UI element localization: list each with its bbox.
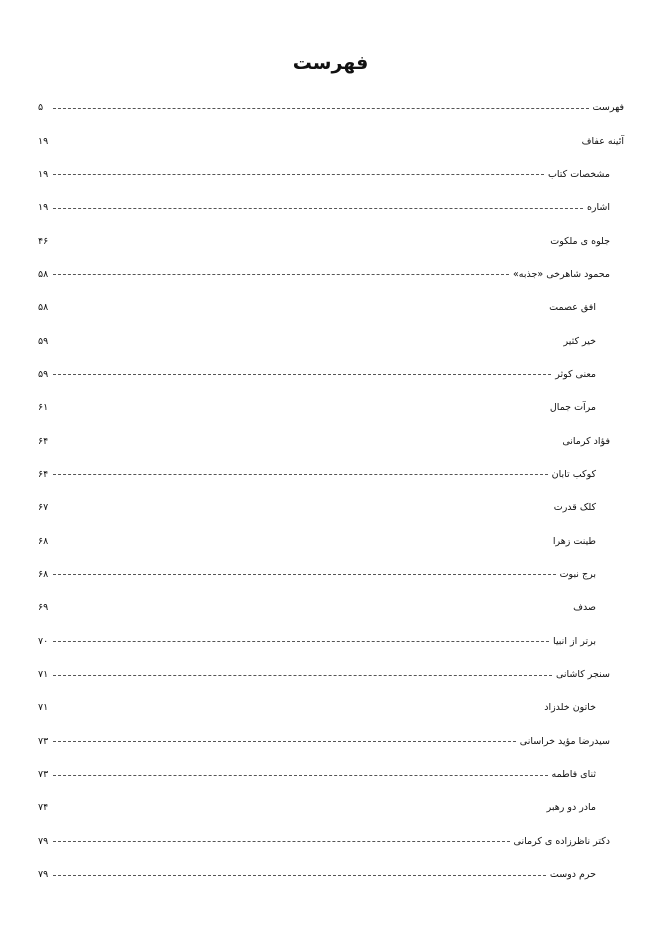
toc-page-number: ۷۹ (38, 869, 49, 881)
toc-entry-label: سیدرضا مؤید خراسانی (519, 735, 610, 747)
toc-entry-label: معنی کوثر (555, 368, 596, 380)
toc-page-number: ۱۹ (38, 135, 49, 147)
toc-leader-dots (53, 574, 556, 575)
toc-entry[interactable] (38, 591, 624, 624)
toc-entry-label: سنجر کاشانی (555, 669, 610, 681)
toc-leader-dots (53, 474, 548, 475)
toc-leader-dots (53, 841, 510, 842)
toc-page-number: ۷۱ (38, 702, 49, 714)
toc-page-number: ۷۳ (38, 735, 49, 747)
toc-entry[interactable] (38, 391, 624, 424)
toc-page-number: ۶۴ (38, 468, 49, 480)
toc-page-number: ۷۰ (38, 635, 49, 647)
toc-leader-dots (53, 374, 551, 375)
toc-entry-label: محمود شاهرخی «جذبه» (512, 268, 610, 280)
toc-page-number: ۵۹ (38, 335, 49, 347)
toc-entry-label: طینت زهرا (552, 535, 596, 547)
toc-page-number: ۶۹ (38, 602, 49, 614)
toc-entry-label: آئینه عفاف (581, 135, 624, 147)
toc-entry[interactable] (38, 758, 624, 791)
toc-entry-label: اشاره (586, 202, 610, 214)
toc-entry[interactable] (38, 725, 624, 758)
toc-leader-dots (53, 741, 516, 742)
toc-entry-label: ثنای فاطمه (551, 769, 596, 781)
toc-entry[interactable] (38, 124, 624, 157)
toc-entry[interactable] (38, 691, 624, 724)
toc-leader-dots (53, 675, 552, 676)
toc-entry-label: صدف (573, 602, 596, 614)
toc-entry-label: مشخصات کتاب (547, 168, 610, 180)
toc-leader-dots (53, 174, 544, 175)
toc-entry[interactable] (38, 858, 624, 891)
toc-entry-label: کوکب تابان (551, 468, 596, 480)
toc-entry-label: برتر از انبیا (553, 635, 596, 647)
toc-entry-label: فهرست (592, 102, 624, 114)
toc-entry-label: دکتر ناظرزاده ی کرمانی (513, 835, 610, 847)
toc-entry[interactable] (38, 791, 624, 824)
toc-page-number: ۶۴ (38, 435, 49, 447)
toc-entry[interactable] (38, 458, 624, 491)
toc-entry[interactable] (38, 491, 624, 524)
toc-leader-dots (53, 641, 549, 642)
toc-entry-label: حرم دوست (549, 869, 596, 881)
toc-entry[interactable] (38, 358, 624, 391)
toc-entry[interactable] (38, 91, 624, 124)
toc-page-number: ۶۸ (38, 568, 49, 580)
toc-entry[interactable] (38, 158, 624, 191)
toc-page-number: ۷۱ (38, 669, 49, 681)
toc-leader-dots (53, 208, 583, 209)
toc-entry[interactable] (38, 258, 624, 291)
toc-entry[interactable] (38, 625, 624, 658)
toc-page-number: ۴۶ (38, 235, 49, 247)
toc-entry-label: برج نبوت (559, 568, 596, 580)
toc-entry-label: افق عصمت (549, 302, 596, 314)
toc-entry[interactable] (38, 524, 624, 557)
table-of-contents (38, 91, 624, 891)
toc-entry[interactable] (38, 291, 624, 324)
toc-entry-label: مرآت جمال (549, 402, 596, 414)
toc-page-number: ۵ (38, 102, 44, 114)
toc-leader-dots (53, 775, 548, 776)
toc-page-number: ۵۹ (38, 368, 49, 380)
toc-leader-dots (53, 875, 546, 876)
toc-page-number: ۵۸ (38, 302, 49, 314)
toc-page-number: ۷۹ (38, 835, 49, 847)
toc-entry[interactable] (38, 191, 624, 224)
toc-entry-label: کلک قدرت (553, 502, 596, 514)
toc-page-number: ۷۴ (38, 802, 49, 814)
toc-leader-dots (53, 108, 589, 109)
toc-entry[interactable] (38, 324, 624, 357)
toc-entry-label: فؤاد کرمانی (562, 435, 610, 447)
toc-entry[interactable] (38, 825, 624, 858)
toc-entry-label: جلوه ی ملکوت (550, 235, 610, 247)
page-title: فهرست (292, 52, 369, 74)
toc-entry-label: خاتون خلدزاد (544, 702, 596, 714)
toc-leader-dots (53, 274, 509, 275)
toc-page-number: ۷۳ (38, 769, 49, 781)
toc-entry[interactable] (38, 558, 624, 591)
toc-page-number: ۱۹ (38, 168, 49, 180)
toc-page-number: ۶۱ (38, 402, 49, 414)
toc-page-number: ۶۷ (38, 502, 49, 514)
toc-entry[interactable] (38, 424, 624, 457)
toc-page-number: ۱۹ (38, 202, 49, 214)
toc-page-number: ۶۸ (38, 535, 49, 547)
toc-entry[interactable] (38, 224, 624, 257)
toc-entry[interactable] (38, 658, 624, 691)
toc-entry-label: خیر کثیر (563, 335, 596, 347)
toc-page-number: ۵۸ (38, 268, 49, 280)
toc-entry-label: مادر دو رهبر (546, 802, 596, 814)
